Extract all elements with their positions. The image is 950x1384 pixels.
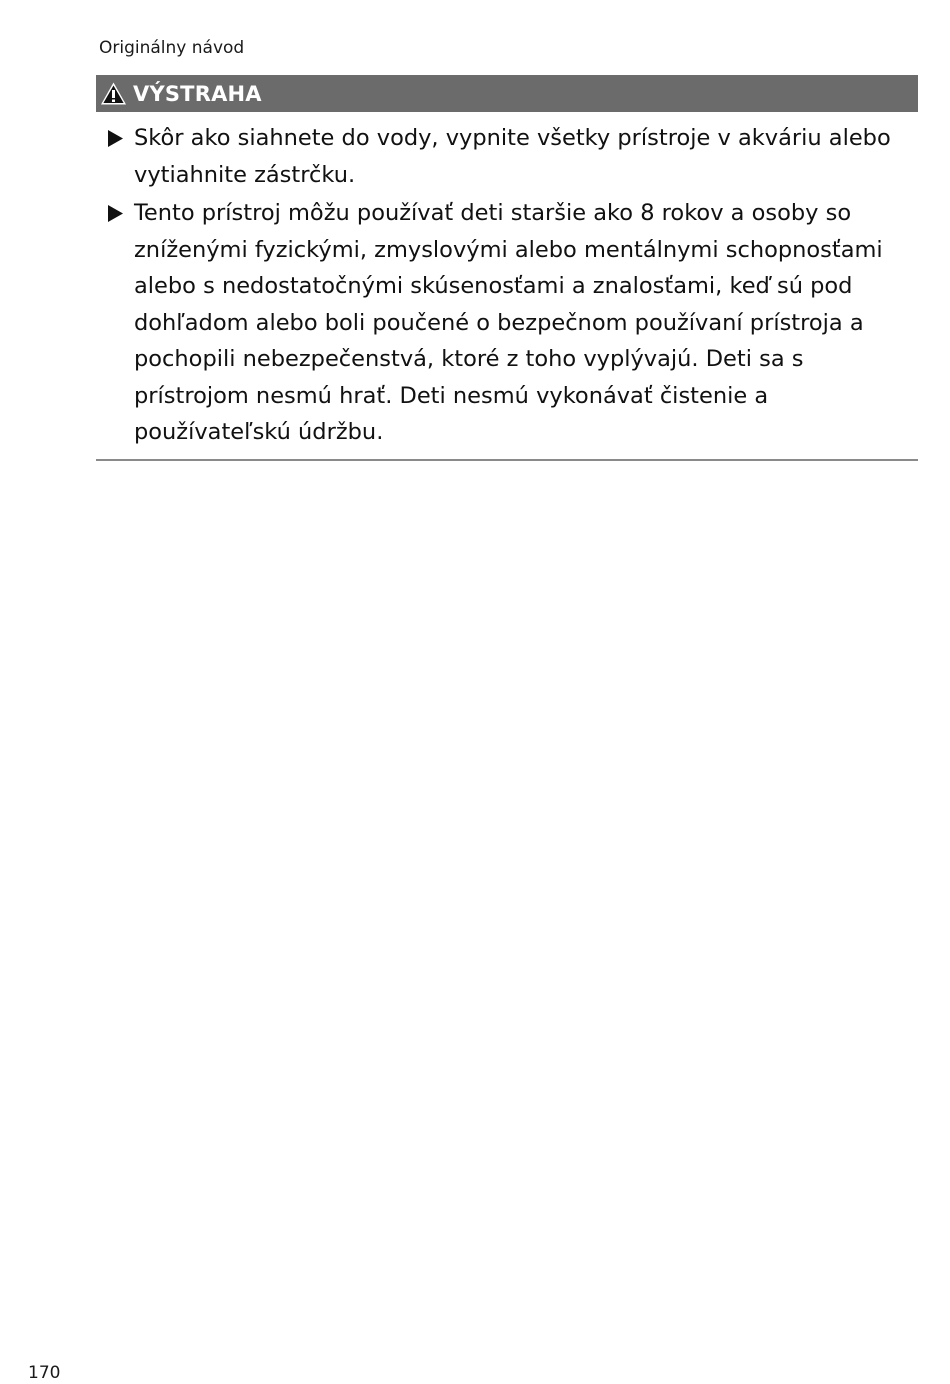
bullet-arrow-icon xyxy=(96,120,134,147)
warning-item xyxy=(96,195,918,451)
warning-box xyxy=(96,75,918,461)
warning-item xyxy=(96,120,918,193)
document-header: Originálny návod xyxy=(99,38,245,58)
warning-list xyxy=(96,112,918,461)
warning-item-text: Skôr ako siahnete do vody, vypnite všetky prístroje v akváriu alebo vytiahnite zástrčku. xyxy=(134,125,891,188)
warning-header-bar xyxy=(96,75,918,112)
warning-item-text: Tento prístroj môžu používať deti staršie ako 8 rokov a osoby so zníženými fyzickými, zmyslovými alebo mentálnymi schopnosťami alebo s nedostatočnými skúsenosťami a znalosťami, keď sú pod dohľadom alebo boli poučené o bezpečnom používaní prístroja a pochopili nebezpečenstvá, ktoré z toho vyplývajú. Deti sa s prístrojom nesmú hrať. Deti nesmú vykonávať čistenie a používateľskú údržbu. xyxy=(134,200,883,445)
warning-title: VÝSTRAHA xyxy=(133,81,262,106)
page-number: 170 xyxy=(28,1363,61,1383)
bullet-arrow-icon xyxy=(96,195,134,222)
warning-triangle-icon xyxy=(100,81,127,106)
